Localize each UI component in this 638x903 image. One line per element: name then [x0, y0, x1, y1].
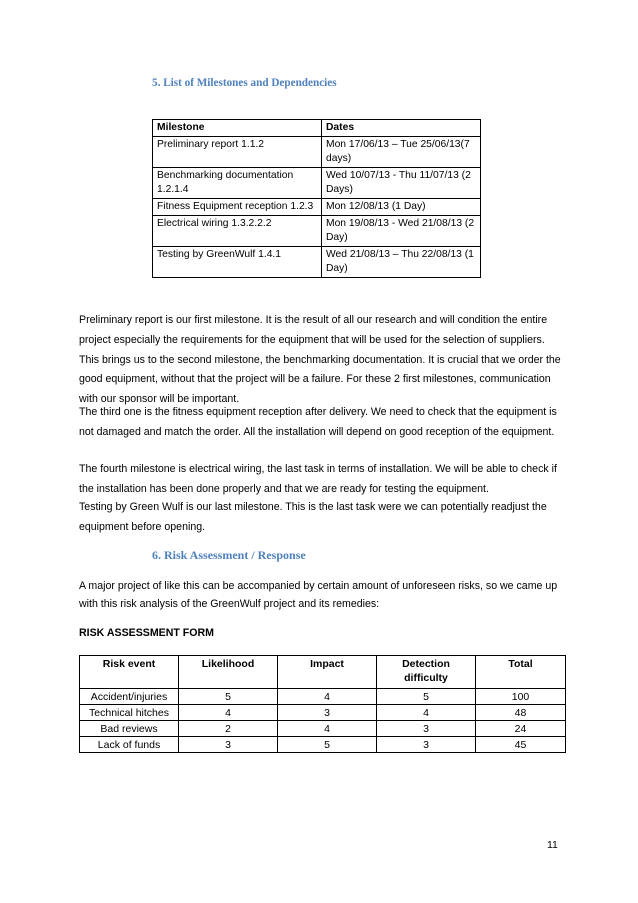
table-row	[80, 737, 566, 753]
detection-difficulty-header: Detection difficulty	[377, 656, 476, 689]
table-row	[153, 137, 481, 168]
risk-form-title: RISK ASSESSMENT FORM	[79, 627, 214, 639]
detection-cell: 3	[377, 721, 476, 737]
milestone-cell: Preliminary report 1.1.2	[153, 137, 322, 168]
milestone-cell: Testing by GreenWulf 1.4.1	[153, 247, 322, 278]
dates-column-header: Dates	[322, 120, 481, 137]
paragraph-preliminary-report: Preliminary report is our first milestone. It is the result of all our research and will condition the entire project especially the requirements for the equipment that will be used for the selection of suppliers. This brings us to the second milestone, the benchmarking documentation. It is crucial that we order the good equipment, without that the project will be a failure. For these 2 first milestones, communication with our sponsor will be important.	[79, 314, 561, 406]
paragraph-testing: Testing by Green Wulf is our last milestone. This is the last task were we can potentially readjust the equipment before opening.	[79, 501, 547, 533]
detection-cell: 5	[377, 689, 476, 705]
table-row	[80, 721, 566, 737]
impact-header: Impact	[278, 656, 377, 689]
total-cell: 48	[476, 705, 566, 721]
likelihood-cell: 2	[179, 721, 278, 737]
section-6-heading: 6. Risk Assessment / Response	[152, 548, 306, 562]
impact-cell: 4	[278, 721, 377, 737]
table-header-row	[153, 120, 481, 137]
milestones-table	[152, 119, 481, 278]
likelihood-cell: 5	[179, 689, 278, 705]
risk-assessment-table	[79, 655, 566, 753]
likelihood-header: Likelihood	[179, 656, 278, 689]
detection-cell: 3	[377, 737, 476, 753]
dates-cell: Mon 12/08/13 (1 Day)	[322, 199, 481, 216]
table-row	[80, 705, 566, 721]
total-cell: 24	[476, 721, 566, 737]
detection-cell: 4	[377, 705, 476, 721]
table-row	[153, 216, 481, 247]
paragraph-risk-intro: A major project of like this can be accompanied by certain amount of unforeseen risks, so we came up with this risk analysis of the GreenWulf project and its remedies:	[79, 580, 558, 610]
dates-cell: Wed 10/07/13 - Thu 11/07/13 (2 Days)	[322, 168, 481, 199]
likelihood-cell: 4	[179, 705, 278, 721]
dates-cell: Mon 19/08/13 - Wed 21/08/13 (2 Day)	[322, 216, 481, 247]
page-number: 11	[547, 839, 558, 851]
milestone-cell: Fitness Equipment reception 1.2.3	[153, 199, 322, 216]
table-row	[153, 247, 481, 278]
total-cell: 45	[476, 737, 566, 753]
table-header-row	[80, 656, 566, 689]
milestone-cell: Benchmarking documentation 1.2.1.4	[153, 168, 322, 199]
likelihood-cell: 3	[179, 737, 278, 753]
paragraph-electrical-wiring: The fourth milestone is electrical wiring, the last task in terms of installation. We will be able to check if the installation has been done properly and that we are ready for testing the equipment.	[79, 463, 557, 495]
section-5-heading: 5. List of Milestones and Dependencies	[152, 77, 337, 89]
impact-cell: 5	[278, 737, 377, 753]
risk-event-cell: Bad reviews	[80, 721, 179, 737]
impact-cell: 4	[278, 689, 377, 705]
risk-event-header: Risk event	[80, 656, 179, 689]
risk-event-cell: Accident/injuries	[80, 689, 179, 705]
risk-event-cell: Technical hitches	[80, 705, 179, 721]
total-header: Total	[476, 656, 566, 689]
paragraph-equipment-reception: The third one is the fitness equipment reception after delivery. We need to check that the equipment is not damaged and match the order. All the installation will depend on good reception of the equipment.	[79, 406, 557, 438]
risk-event-cell: Lack of funds	[80, 737, 179, 753]
dates-cell: Wed 21/08/13 – Thu 22/08/13 (1 Day)	[322, 247, 481, 278]
impact-cell: 3	[278, 705, 377, 721]
milestone-column-header: Milestone	[153, 120, 322, 137]
milestone-cell: Electrical wiring 1.3.2.2.2	[153, 216, 322, 247]
dates-cell: Mon 17/06/13 – Tue 25/06/13(7 days)	[322, 137, 481, 168]
total-cell: 100	[476, 689, 566, 705]
table-row	[153, 199, 481, 216]
table-row	[80, 689, 566, 705]
table-row	[153, 168, 481, 199]
